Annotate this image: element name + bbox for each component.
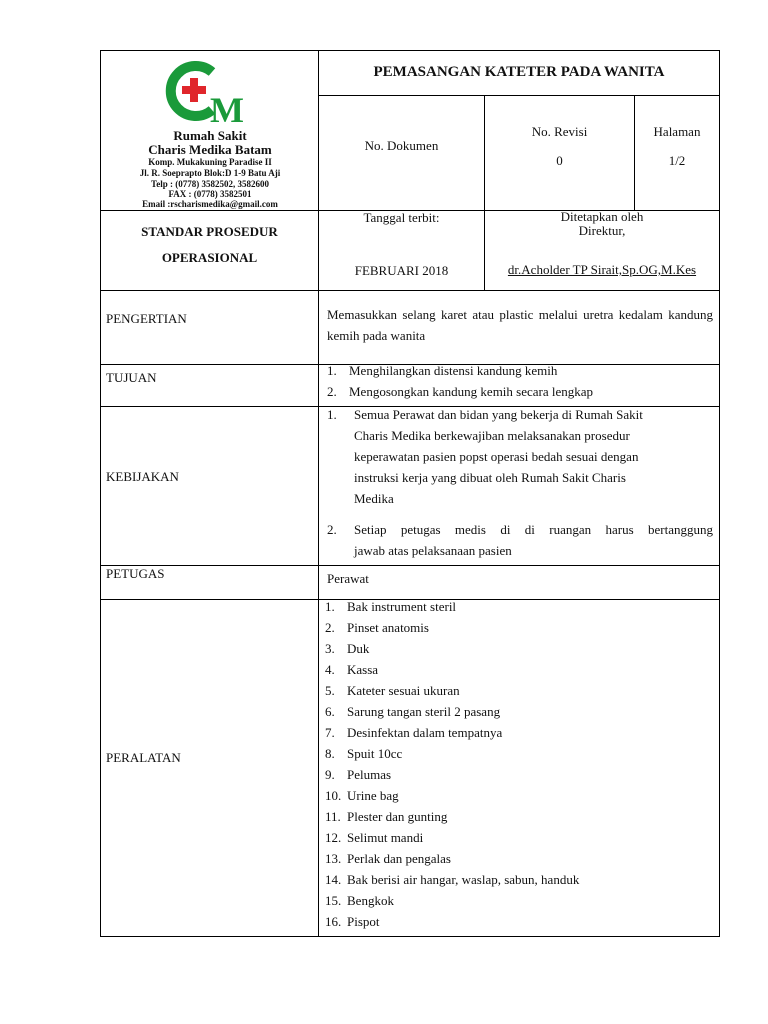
- kebijakan-line: Medika: [354, 491, 394, 506]
- pengertian-text: Memasukkan selang karet atau plastic melalui uretra kedalam kandung kemih pada wanita: [327, 307, 713, 343]
- list-item: 1. Menghilangkan distensi kandung kemih: [327, 363, 558, 378]
- list-item-number: 1.: [327, 407, 337, 422]
- section-label-peralatan: PERALATAN: [106, 750, 181, 765]
- list-item: 11. Plester dan gunting: [325, 809, 448, 824]
- list-item: 2. Mengosongkan kandung kemih secara lengkap: [327, 384, 594, 399]
- section-label-tujuan: TUJUAN: [106, 370, 157, 385]
- list-item: 8. Spuit 10cc: [325, 746, 403, 761]
- list-item: 15. Bengkok: [325, 893, 394, 908]
- hospital-logo: [152, 56, 272, 126]
- list-item: 2. Pinset anatomis: [325, 620, 429, 635]
- list-item: 7. Desinfektan dalam tempatnya: [325, 725, 503, 740]
- hospital-fax: FAX : (0778) 3582501: [168, 189, 252, 199]
- kebijakan-line: jawab atas pelaksanaan pasien: [354, 543, 512, 558]
- hospital-phone: Telp : (0778) 3582502, 3582600: [151, 179, 269, 189]
- kebijakan-line: instruksi kerja yang dibuat oleh Rumah Sakit Charis: [354, 470, 626, 485]
- list-item: 13. Perlak dan pengalas: [325, 851, 451, 866]
- page-value: 1/2: [668, 153, 686, 168]
- hospital-name-line-1: Rumah Sakit: [173, 128, 247, 143]
- kebijakan-line: Charis Medika berkewajiban melaksanakan prosedur: [354, 428, 630, 443]
- hospital-name-line-2: Charis Medika Batam: [148, 142, 272, 157]
- list-item: 6. Sarung tangan steril 2 pasang: [325, 704, 501, 719]
- approved-by-label-2: Direktur,: [578, 223, 626, 238]
- kebijakan-line: Setiap petugas medis di di ruangan harus bertanggung: [354, 522, 713, 537]
- revision-label: No. Revisi: [531, 124, 588, 139]
- petugas-text: Perawat: [327, 571, 369, 586]
- list-item: 9. Pelumas: [325, 767, 392, 782]
- list-item: 3. Duk: [325, 641, 370, 656]
- page-label: Halaman: [653, 124, 701, 139]
- list-item: 5. Kateter sesuai ukuran: [325, 683, 460, 698]
- hospital-email: Email :rscharismedika@gmail.com: [142, 199, 278, 209]
- cm-logo-icon: [152, 56, 272, 126]
- list-item: 4. Kassa: [325, 662, 379, 677]
- list-item: 16. Pispot: [325, 914, 380, 929]
- director-name: dr.Acholder TP Sirait,Sp.OG,M.Kes: [507, 262, 697, 277]
- section-label-petugas: PETUGAS: [106, 566, 165, 581]
- list-item-number: 2.: [327, 522, 337, 537]
- list-item: 12. Selimut mandi: [325, 830, 424, 845]
- document-title: PEMASANGAN KATETER PADA WANITA: [373, 64, 665, 80]
- hospital-address-1: Komp. Mukakuning Paradise II: [148, 157, 272, 167]
- sop-title-line-1: STANDAR PROSEDUR: [141, 224, 278, 239]
- document-number-label: No. Dokumen: [364, 138, 439, 153]
- approved-by-label-1: Ditetapkan oleh: [560, 209, 644, 224]
- hospital-address-2: Jl. R. Soeprapto Blok:D 1-9 Batu Aji: [139, 168, 281, 178]
- section-label-kebijakan: KEBIJAKAN: [106, 469, 179, 484]
- list-item: 10. Urine bag: [325, 788, 399, 803]
- sop-title-line-2: OPERASIONAL: [161, 250, 258, 265]
- kebijakan-line: keperawatan pasien popst operasi bedah sesuai dengan: [354, 449, 639, 464]
- list-item: 14. Bak berisi air hangar, waslap, sabun, handuk: [325, 872, 580, 887]
- section-label-pengertian: PENGERTIAN: [106, 311, 187, 326]
- revision-value: 0: [556, 153, 563, 168]
- issued-date-label: Tanggal terbit:: [363, 210, 440, 225]
- issued-date-value: FEBRUARI 2018: [354, 263, 449, 278]
- svg-text:M: M: [210, 90, 244, 126]
- list-item: 1. Bak instrument steril: [325, 599, 457, 614]
- kebijakan-line: Semua Perawat dan bidan yang bekerja di Rumah Sakit: [354, 407, 643, 422]
